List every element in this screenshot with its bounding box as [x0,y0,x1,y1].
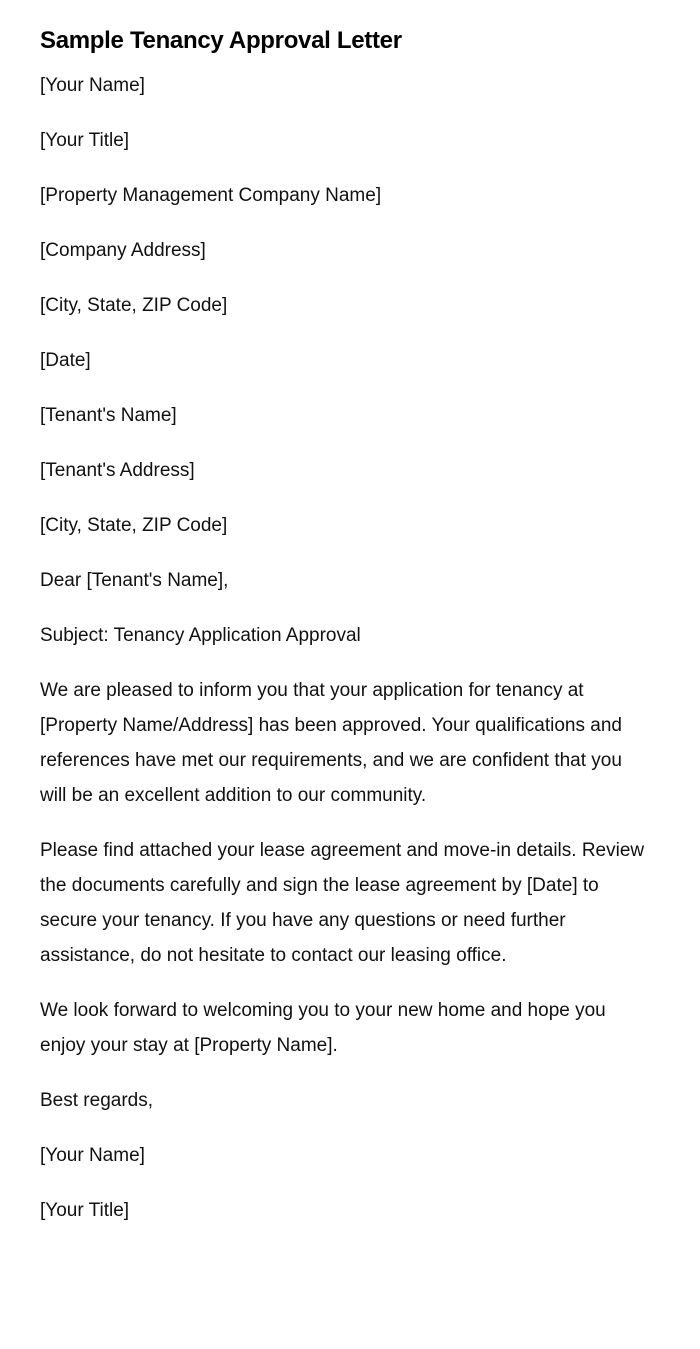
recipient-city-state-zip: [City, State, ZIP Code] [40,515,228,536]
sender-address: [Company Address] [40,240,206,261]
closing: Best regards, [40,1090,153,1111]
subject-line: Subject: Tenancy Application Approval [40,625,361,646]
recipient-name: [Tenant's Name] [40,405,177,426]
sender-title: [Your Title] [40,130,130,151]
letter-document [40,22,650,1228]
signature-title: [Your Title] [40,1200,130,1221]
body-paragraph-lease: Please find attached your lease agreement and move-in details. Review the documents carefully and sign the lease agreement by [Date] to secure your tenancy. If you have any questions or need further assistance, do not hesitate to contact our leasing office. [40,840,645,966]
document-title: Sample Tenancy Approval Letter [40,27,402,54]
body-paragraph-welcome: We look forward to welcoming you to your new home and hope you enjoy your stay at [Property Name]. [40,1000,606,1056]
recipient-address: [Tenant's Address] [40,460,195,481]
letter-date: [Date] [40,350,91,371]
signature-name: [Your Name] [40,1145,145,1166]
sender-name: [Your Name] [40,75,145,96]
sender-city-state-zip: [City, State, ZIP Code] [40,295,228,316]
sender-company: [Property Management Company Name] [40,185,382,206]
salutation: Dear [Tenant's Name], [40,570,229,591]
body-paragraph-approval: We are pleased to inform you that your application for tenancy at [Property Name/Address] has been approved. Your qualifications and references have met our requirements, and we are confident that you will be an excellent addition to our community. [40,680,622,806]
